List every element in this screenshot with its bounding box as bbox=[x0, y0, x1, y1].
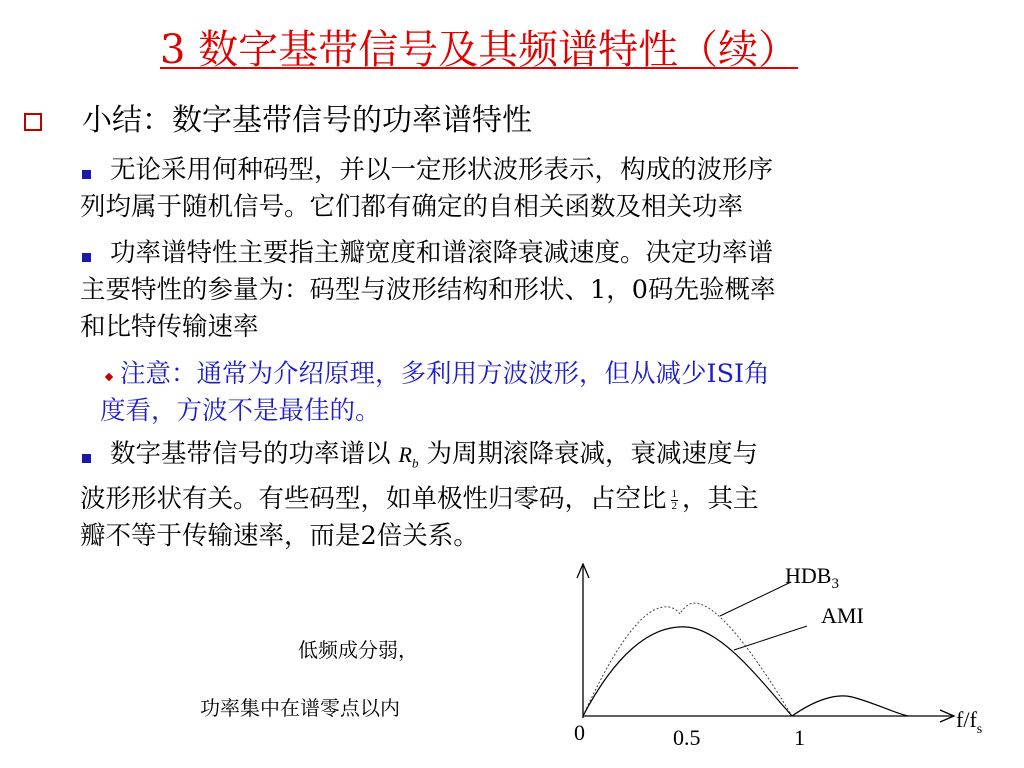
tick-0: 0 bbox=[574, 720, 585, 745]
summary-heading: 小结：数字基带信号的功率谱特性 bbox=[82, 103, 532, 138]
bullet2-line2: 主要特性的参量为：码型与波形结构和形状、1，0码先验概率 bbox=[80, 275, 776, 305]
bullet2-line3: 和比特传输速率 bbox=[80, 312, 259, 342]
note-line1: 注意：通常为介绍原理，多利用方波波形，但从减少ISI角 bbox=[120, 359, 770, 389]
x-axis-unit-label: $f/f_s$ bbox=[956, 707, 983, 737]
ami-curve bbox=[583, 627, 792, 716]
frac-den: 2 bbox=[671, 499, 678, 512]
bullet4-text-a: 数字基带信号的功率谱以 bbox=[110, 439, 391, 469]
bullet1-line1: 无论采用何种码型，并以一定形状波形表示，构成的波形序 bbox=[110, 155, 774, 185]
bullet2-line1: 功率谱特性主要指主瓣宽度和谱滚降衰减速度。决定功率谱 bbox=[110, 238, 774, 268]
note-line2: 度看，方波不是最佳的。 bbox=[100, 396, 381, 426]
caption-power-concentrated: 功率集中在谱零点以内 bbox=[200, 696, 400, 720]
bullet1-line2: 列均属于随机信号。它们都有确定的自相关函数及相关功率 bbox=[80, 192, 744, 222]
rb-sub: b bbox=[411, 455, 419, 471]
tick-0-5: 0.5 bbox=[673, 725, 701, 750]
ami-label: AMI bbox=[821, 603, 864, 628]
slide-title: 3 数字基带信号及其频谱特性（续） bbox=[160, 27, 799, 73]
hdb3-label: $HDB_3$ bbox=[785, 563, 839, 592]
ami-leader-line bbox=[734, 626, 807, 650]
caption-low-freq: 低频成分弱， bbox=[298, 638, 418, 662]
rb-main: R bbox=[398, 442, 412, 467]
hdb3-curve bbox=[583, 603, 792, 716]
bullet4-line3: 瓣不等于传输速率，而是2倍关系。 bbox=[80, 521, 479, 552]
bullet4-text-b: 为周期滚降衰减，衰减速度与 bbox=[426, 439, 758, 469]
frac-num: 1 bbox=[671, 487, 678, 500]
bullet4-text-c: 波形形状有关。有些码型，如单极性归零码，占空比 bbox=[80, 484, 667, 515]
tick-1: 1 bbox=[794, 725, 805, 750]
bullet4-text-d: ，其主 bbox=[682, 484, 759, 515]
ami-sidelobe bbox=[792, 696, 908, 716]
hdb3-leader-line bbox=[720, 582, 791, 616]
